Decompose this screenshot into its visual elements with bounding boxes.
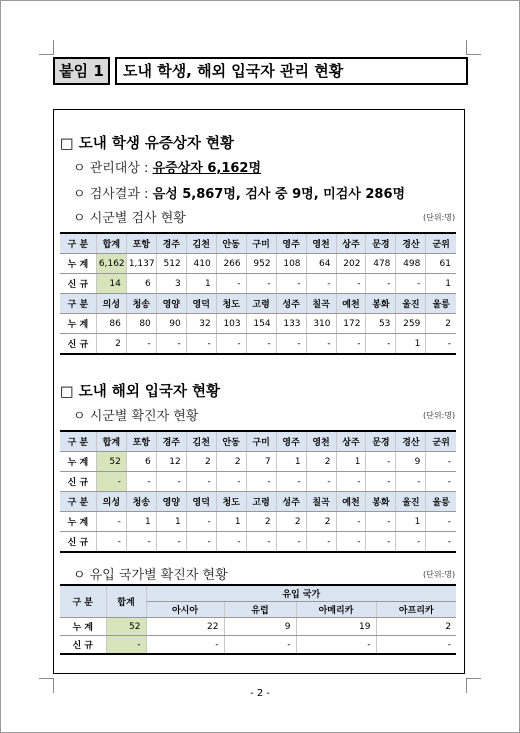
country-total-asia: 22 <box>146 618 224 636</box>
t2-part1-cols-cell: 문경 <box>366 431 396 452</box>
t1-part2-new-cell: 1 <box>396 334 426 355</box>
t1-part2-total-cell: 86 <box>96 314 126 334</box>
t2-part1-cols-cell: 경산 <box>396 431 426 452</box>
t2-part1-row-label: 누 계 <box>60 452 96 472</box>
t2-part2-total-cell: - <box>96 512 126 532</box>
t2-part2-new-cell: - <box>366 532 396 553</box>
result-line <box>73 183 405 202</box>
t1-part2-new-cell: - <box>216 334 246 355</box>
t1-part2-cols-cell: 고령 <box>246 294 276 314</box>
t1-part1-cols-cell: 안동 <box>216 233 246 254</box>
t2-part2-new-cell: - <box>426 532 456 553</box>
t2-part1-new-cell: - <box>336 472 366 492</box>
t1-part2-row-label: 누 계 <box>60 314 96 334</box>
t2-part2-new-cell: - <box>246 532 276 553</box>
t2-part2-row-label: 누 계 <box>60 512 96 532</box>
t2-part2-new-cell: - <box>96 532 126 553</box>
country-total-sum: 52 <box>106 618 146 636</box>
t1-part2-new-cell: - <box>366 334 396 355</box>
t1-part2-total-cell: 80 <box>126 314 156 334</box>
t1-part1-cols-cell: 영천 <box>306 233 336 254</box>
overseas-country-table <box>60 584 456 655</box>
t1-part1-new-cell: 6 <box>126 274 156 294</box>
t1-part1-new-cell: - <box>216 274 246 294</box>
t1-part2-new-cell: - <box>336 334 366 355</box>
t1-part2-cols-cell: 울진 <box>396 294 426 314</box>
t2-part2-new-cell: - <box>306 532 336 553</box>
t2-part1-cols-cell: 합계 <box>96 431 126 452</box>
t1-part2-new-cell: - <box>186 334 216 355</box>
t2-part2-total-cell: 2 <box>246 512 276 532</box>
t1-part1-total-cell: 952 <box>246 254 276 274</box>
t1-part2-cols-cell: 의성 <box>96 294 126 314</box>
country-row-label-new: 신 규 <box>60 636 106 655</box>
t2-part1-row-label: 신 규 <box>60 472 96 492</box>
t2-part1-new-cell: - <box>246 472 276 492</box>
t2-part1-new-cell: - <box>186 472 216 492</box>
t1-part2-new-cell: 2 <box>96 334 126 355</box>
target-label: ㅇ 관리대상 : <box>73 161 149 176</box>
t2-part2-total-cell: - <box>336 512 366 532</box>
t2-part2-total-cell: 1 <box>396 512 426 532</box>
t1-part2-total-cell: 53 <box>366 314 396 334</box>
t1-part1-new-cell: 14 <box>96 274 126 294</box>
t1-part1-total-cell: 512 <box>156 254 186 274</box>
t2-part2-total-cell: - <box>366 512 396 532</box>
t2-part2-cols-cell: 의성 <box>96 492 126 512</box>
t1-part2-cols-cell: 울릉 <box>426 294 456 314</box>
country-new-sum: - <box>106 636 146 655</box>
t1-part2-cols-cell: 청송 <box>126 294 156 314</box>
t2-part1-cols-cell: 안동 <box>216 431 246 452</box>
t2-part1-cols-cell: 영주 <box>276 431 306 452</box>
t1-part2-total-cell: 172 <box>336 314 366 334</box>
t2-part1-new-cell: - <box>96 472 126 492</box>
t2-part2-cols-cell: 울릉 <box>426 492 456 512</box>
t2-part2-total-cell: 1 <box>216 512 246 532</box>
country-new-africa: - <box>376 636 456 655</box>
t1-part1-total-cell: 6,162 <box>96 254 126 274</box>
t1-part1-cols-cell: 상주 <box>336 233 366 254</box>
attachment-tag: 붙임 1 <box>53 57 110 85</box>
t1-part2-new-cell: - <box>156 334 186 355</box>
t2-part1-new-cell: - <box>306 472 336 492</box>
t2-part1-cols-cell: 김천 <box>186 431 216 452</box>
t2-part2-cols-cell: 성주 <box>276 492 306 512</box>
t2-part2-total-cell: 1 <box>156 512 186 532</box>
t2-part2-new-cell: - <box>336 532 366 553</box>
t1-part1-total-cell: 478 <box>366 254 396 274</box>
t2-part1-total-cell: 1 <box>276 452 306 472</box>
t2-part1-cols-cell: 경주 <box>156 431 186 452</box>
t1-part1-cols-cell: 구미 <box>246 233 276 254</box>
t2-part2-new-cell: - <box>126 532 156 553</box>
t1-part1-row-label: 누 계 <box>60 254 96 274</box>
t1-part1-cols-cell: 경산 <box>396 233 426 254</box>
t2-part2-new-cell: - <box>186 532 216 553</box>
t1-part2-new-cell: - <box>426 334 456 355</box>
t1-part2-cols-cell: 칠곡 <box>306 294 336 314</box>
t2-part1-new-cell: - <box>216 472 246 492</box>
t1-part2-total-cell: 310 <box>306 314 336 334</box>
t2-part1-cols-cell: 상주 <box>336 431 366 452</box>
t1-part2-total-cell: 32 <box>186 314 216 334</box>
by-city-confirmed-label: ㅇ 시군별 확진자 현황 <box>73 409 199 424</box>
t1-part2-total-cell: 103 <box>216 314 246 334</box>
t2-part2-row-label: 신 규 <box>60 532 96 553</box>
t1-part1-new-cell: - <box>246 274 276 294</box>
t2-part1-new-cell: - <box>366 472 396 492</box>
t2-part2-total-cell: - <box>426 512 456 532</box>
t2-part1-total-cell: 9 <box>396 452 426 472</box>
t1-part2-cols-cell: 영덕 <box>186 294 216 314</box>
t2-part2-new-cell: - <box>156 532 186 553</box>
t2-part1-new-cell: - <box>426 472 456 492</box>
t2-part2-new-cell: - <box>396 532 426 553</box>
t2-part1-new-cell: - <box>126 472 156 492</box>
target-value: 유증상자 6,162명 <box>152 161 262 176</box>
t1-part2-new-cell: - <box>306 334 336 355</box>
unit-label-2: (단위:명) <box>423 411 456 420</box>
t2-part2-row-label: 구 분 <box>60 492 96 512</box>
t1-part1-total-cell: 266 <box>216 254 246 274</box>
by-city-test-label: ㅇ 시군별 검사 현황 <box>73 211 186 226</box>
country-row-label-total: 누 계 <box>60 618 106 636</box>
t2-part1-total-cell: 2 <box>186 452 216 472</box>
unit-label-3: (단위:명) <box>423 570 456 579</box>
t1-part1-cols-cell: 문경 <box>366 233 396 254</box>
country-col-africa: 아프리카 <box>376 602 456 618</box>
t2-part1-total-cell: 52 <box>96 452 126 472</box>
overseas-city-table <box>60 430 456 553</box>
country-total-europe: 9 <box>224 618 296 636</box>
section1-title: □ 도내 학생 유증상자 현황 <box>60 136 234 152</box>
crop-mark-top-right <box>466 40 481 55</box>
t1-part2-cols-cell: 영양 <box>156 294 186 314</box>
t1-part2-new-cell: - <box>276 334 306 355</box>
t2-part2-new-cell: - <box>276 532 306 553</box>
t1-part2-total-cell: 259 <box>396 314 426 334</box>
country-col-europe: 유럽 <box>224 602 296 618</box>
t2-part1-total-cell: - <box>366 452 396 472</box>
t2-part2-cols-cell: 영덕 <box>186 492 216 512</box>
t1-part2-total-cell: 133 <box>276 314 306 334</box>
t1-part1-cols-cell: 경주 <box>156 233 186 254</box>
t2-part1-total-cell: 2 <box>306 452 336 472</box>
t1-part1-row-label: 신 규 <box>60 274 96 294</box>
t1-part1-new-cell: - <box>396 274 426 294</box>
t2-part2-cols-cell: 영양 <box>156 492 186 512</box>
t1-part1-total-cell: 108 <box>276 254 306 274</box>
t1-part1-total-cell: 202 <box>336 254 366 274</box>
unit-label-1: (단위:명) <box>423 213 456 222</box>
t2-part2-total-cell: 2 <box>276 512 306 532</box>
t1-part1-new-cell: 3 <box>156 274 186 294</box>
t1-part2-cols-cell: 예천 <box>336 294 366 314</box>
target-line <box>73 157 261 176</box>
t2-part1-total-cell: 2 <box>216 452 246 472</box>
result-label: ㅇ 검사결과 : <box>73 187 149 202</box>
t1-part1-cols-cell: 합계 <box>96 233 126 254</box>
t1-part1-total-cell: 61 <box>426 254 456 274</box>
t2-part2-cols-cell: 예천 <box>336 492 366 512</box>
t2-part1-cols-cell: 군위 <box>426 431 456 452</box>
crop-mark-top-left <box>39 40 54 55</box>
t1-part2-new-cell: - <box>246 334 276 355</box>
country-new-europe: - <box>224 636 296 655</box>
country-table-label-header: 구 분 <box>60 585 106 618</box>
t1-part1-total-cell: 410 <box>186 254 216 274</box>
t2-part1-cols-cell: 영천 <box>306 431 336 452</box>
t1-part2-total-cell: 90 <box>156 314 186 334</box>
t1-part1-cols-cell: 김천 <box>186 233 216 254</box>
country-total-america: 19 <box>296 618 376 636</box>
t1-part2-row-label: 구 분 <box>60 294 96 314</box>
t2-part1-total-cell: 1 <box>336 452 366 472</box>
country-col-asia: 아시아 <box>146 602 224 618</box>
t2-part1-new-cell: - <box>156 472 186 492</box>
t1-part1-new-cell: - <box>306 274 336 294</box>
t2-part1-cols-cell: 포항 <box>126 431 156 452</box>
country-group-header: 유입 국가 <box>146 585 456 602</box>
t2-part1-total-cell: 7 <box>246 452 276 472</box>
country-new-asia: - <box>146 636 224 655</box>
t2-part2-cols-cell: 청도 <box>216 492 246 512</box>
country-col-america: 아메리카 <box>296 602 376 618</box>
t1-part1-new-cell: 1 <box>426 274 456 294</box>
t2-part2-total-cell: 2 <box>306 512 336 532</box>
t1-part1-cols-cell: 영주 <box>276 233 306 254</box>
result-value: 음성 5,867명, 검사 중 9명, 미검사 286명 <box>152 187 406 202</box>
t1-part2-new-cell: - <box>126 334 156 355</box>
country-new-america: - <box>296 636 376 655</box>
t2-part2-cols-cell: 고령 <box>246 492 276 512</box>
section2-title: □ 도내 해외 입국자 현황 <box>60 384 220 400</box>
t2-part2-new-cell: - <box>216 532 246 553</box>
country-table-sum-header: 합계 <box>106 585 146 618</box>
t2-part2-total-cell: 1 <box>126 512 156 532</box>
t1-part2-row-label: 신 규 <box>60 334 96 355</box>
attachment-title: 도내 학생, 해외 입국자 관리 현황 <box>115 57 468 85</box>
t2-part2-cols-cell: 청송 <box>126 492 156 512</box>
t1-part1-row-label: 구 분 <box>60 233 96 254</box>
t2-part1-cols-cell: 구미 <box>246 431 276 452</box>
t1-part1-new-cell: 1 <box>186 274 216 294</box>
t1-part1-cols-cell: 포항 <box>126 233 156 254</box>
t2-part1-new-cell: - <box>396 472 426 492</box>
t2-part1-total-cell: 12 <box>156 452 186 472</box>
t1-part2-total-cell: 154 <box>246 314 276 334</box>
t1-part2-total-cell: 2 <box>426 314 456 334</box>
t1-part1-total-cell: 498 <box>396 254 426 274</box>
t1-part2-cols-cell: 봉화 <box>366 294 396 314</box>
t2-part2-cols-cell: 울진 <box>396 492 426 512</box>
student-test-table <box>60 232 456 355</box>
t2-part1-total-cell: - <box>426 452 456 472</box>
country-total-africa: 2 <box>376 618 456 636</box>
t1-part1-total-cell: 1,137 <box>126 254 156 274</box>
by-country-confirmed-label: ㅇ 유입 국가별 확진자 현황 <box>73 568 228 583</box>
t1-part1-new-cell: - <box>276 274 306 294</box>
t2-part2-cols-cell: 봉화 <box>366 492 396 512</box>
page-number: - 2 - <box>250 688 270 699</box>
t2-part1-total-cell: 6 <box>126 452 156 472</box>
t1-part2-cols-cell: 청도 <box>216 294 246 314</box>
t2-part1-new-cell: - <box>276 472 306 492</box>
t1-part1-new-cell: - <box>336 274 366 294</box>
t2-part2-cols-cell: 칠곡 <box>306 492 336 512</box>
t1-part1-total-cell: 64 <box>306 254 336 274</box>
t1-part2-cols-cell: 성주 <box>276 294 306 314</box>
t2-part2-total-cell: - <box>186 512 216 532</box>
t1-part1-cols-cell: 군위 <box>426 233 456 254</box>
t1-part1-new-cell: - <box>366 274 396 294</box>
t2-part1-row-label: 구 분 <box>60 431 96 452</box>
